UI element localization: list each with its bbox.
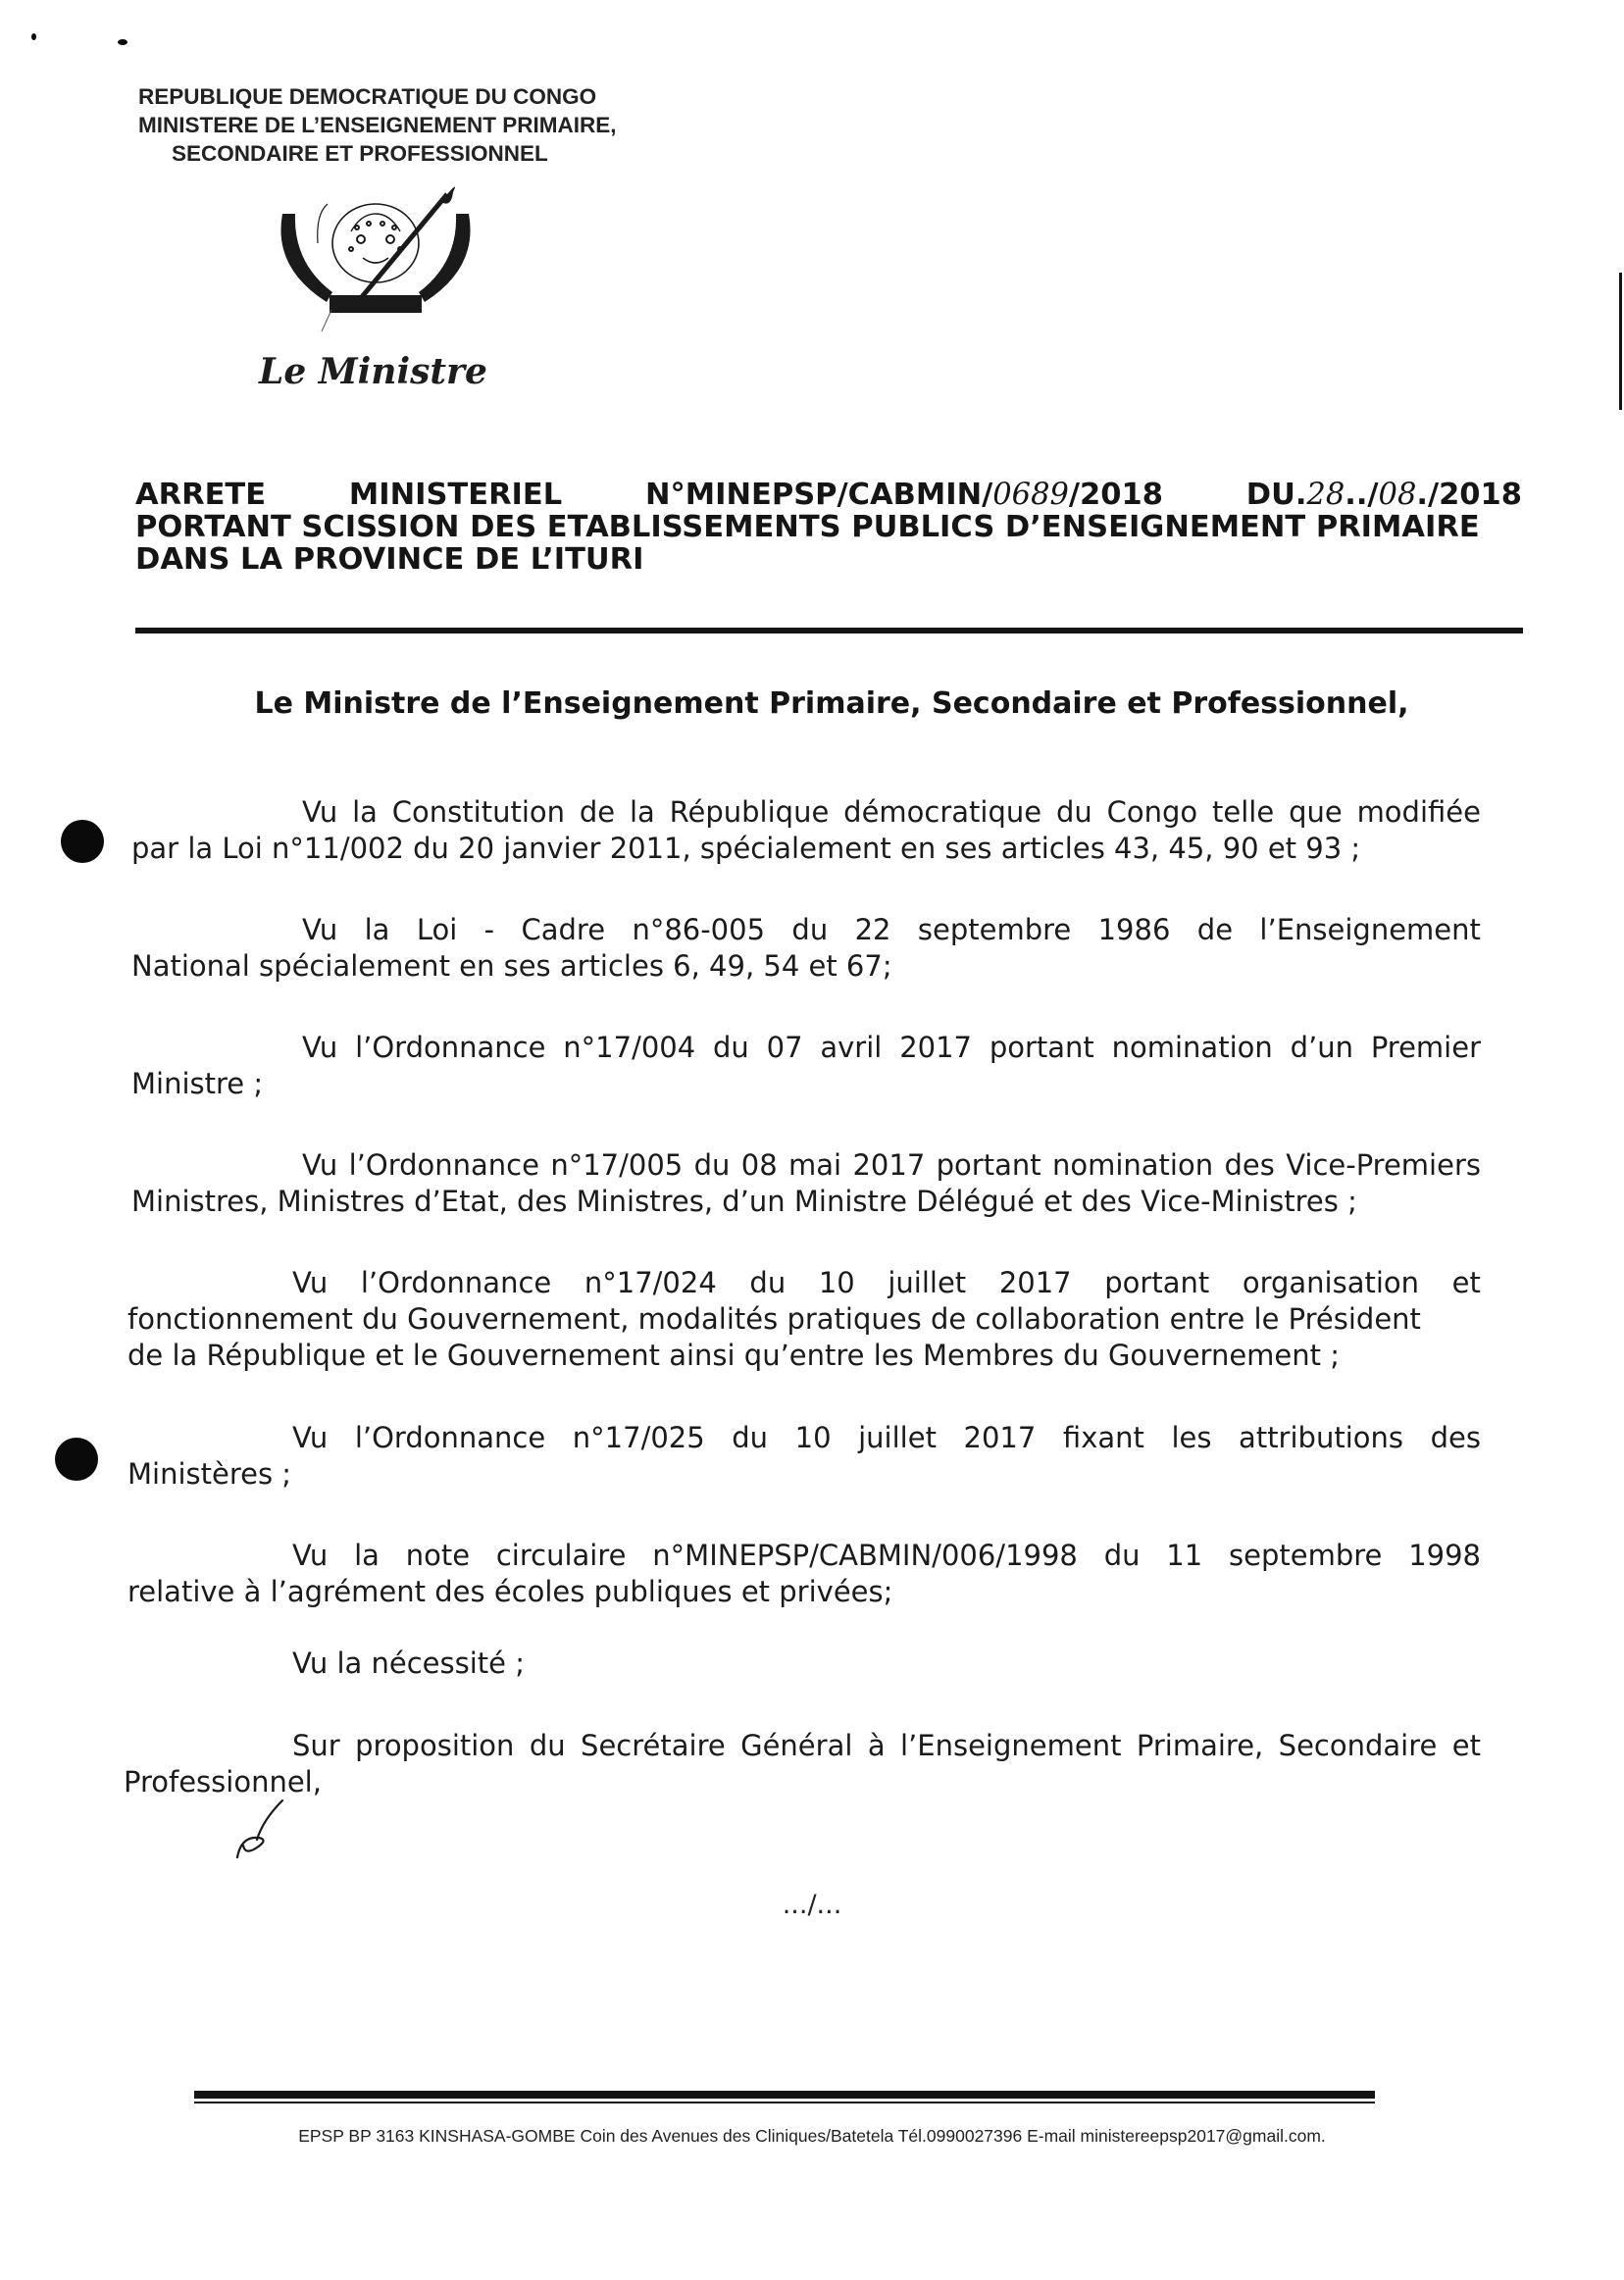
signature-title-le-ministre: Le Ministre xyxy=(259,351,487,392)
decree-word-arrete: ARRETE xyxy=(135,478,267,512)
decree-title-line3: DANS LA PROVINCE DE L’ITURI xyxy=(135,542,644,577)
decree-reference: N°MINEPSP/CABMIN/0689/2018 xyxy=(645,478,1163,512)
decree-title xyxy=(135,479,1522,576)
handwritten-decree-number: 0689 xyxy=(992,478,1069,512)
footer-rule xyxy=(194,2091,1375,2099)
header-country: REPUBLIQUE DEMOCRATIQUE DU CONGO xyxy=(138,84,597,109)
recital-ordonnance-17-004: Vu l’Ordonnance n°17/004 du 07 avril 2017 portant nomination d’un Premier Ministre ; xyxy=(131,1031,1481,1100)
header-ministry-line1: MINISTERE DE L’ENSEIGNEMENT PRIMAIRE, xyxy=(138,113,617,137)
recital-ordonnance-17-024: Vu l’Ordonnance n°17/024 du 10 juillet 2017 portant organisation et fonctionnement du Gouvernement, modalités pratiques de collaboration entre le Président de la République et le Gouvernement ainsi qu’entre les Membres du Gouvernement ; xyxy=(127,1266,1481,1372)
decree-date: DU.28../08./2018 xyxy=(1245,478,1522,512)
scan-edge-mark xyxy=(1619,273,1622,410)
recital-necessite: Vu la nécessité ; xyxy=(292,1647,525,1680)
minister-heading: Le Ministre de l’Enseignement Primaire, Secondaire et Professionnel, xyxy=(254,686,1409,721)
recital-loi-cadre: Vu la Loi - Cadre n°86-005 du 22 septembre 1986 de l’Enseignement National spécialement en ses articles 6, 49, 54 et 67; xyxy=(131,913,1481,983)
binder-hole-mark xyxy=(55,1438,98,1481)
title-divider xyxy=(135,628,1523,633)
recital-note-circulaire: Vu la note circulaire n°MINEPSP/CABMIN/006/1998 du 11 septembre 1998 relative à l’agrément des écoles publiques et privées; xyxy=(127,1539,1481,1608)
decree-title-line1 xyxy=(135,479,1522,511)
recital-constitution: Vu la Constitution de la République démocratique du Congo telle que modifiée par la Loi n°11/002 du 20 janvier 2011, spécialement en ses articles 43, 45, 90 et 93 ; xyxy=(131,795,1481,865)
header-ministry-line2: SECONDAIRE ET PROFESSIONNEL xyxy=(172,141,548,166)
scan-speck xyxy=(31,33,36,40)
handwritten-decree-day: 28 xyxy=(1306,478,1345,512)
recital-ordonnance-17-025: Vu l’Ordonnance n°17/025 du 10 juillet 2017 fixant les attributions des Ministères ; xyxy=(127,1421,1481,1491)
handwritten-decree-month: 08 xyxy=(1378,478,1417,512)
page-continuation-mark: .../... xyxy=(782,1890,842,1920)
scan-speck xyxy=(118,39,127,45)
footer-rule-thin xyxy=(194,2102,1375,2103)
binder-hole-mark xyxy=(61,820,104,863)
handwritten-initial-signature xyxy=(231,1797,290,1865)
coat-of-arms-emblem xyxy=(253,184,498,331)
footer-address: EPSP BP 3163 KINSHASA-GOMBE Coin des Avenues des Cliniques/Batetela Tél.0990027396 E-mail ministereepsp2017@gmail.com. xyxy=(298,2126,1326,2146)
recital-ordonnance-17-005: Vu l’Ordonnance n°17/005 du 08 mai 2017 portant nomination des Vice-Premiers Ministres, Ministres d’Etat, des Ministres, d’un Ministre Délégué et des Vice-Ministres ; xyxy=(131,1148,1481,1218)
decree-title-line2: PORTANT SCISSION DES ETABLISSEMENTS PUBLICS D’ENSEIGNEMENT PRIMAIRE xyxy=(135,510,1480,544)
decree-word-ministeriel: MINISTERIEL xyxy=(348,478,563,512)
recital-proposition: Sur proposition du Secrétaire Général à l’Enseignement Primaire, Secondaire et Professionnel, xyxy=(124,1729,1481,1799)
